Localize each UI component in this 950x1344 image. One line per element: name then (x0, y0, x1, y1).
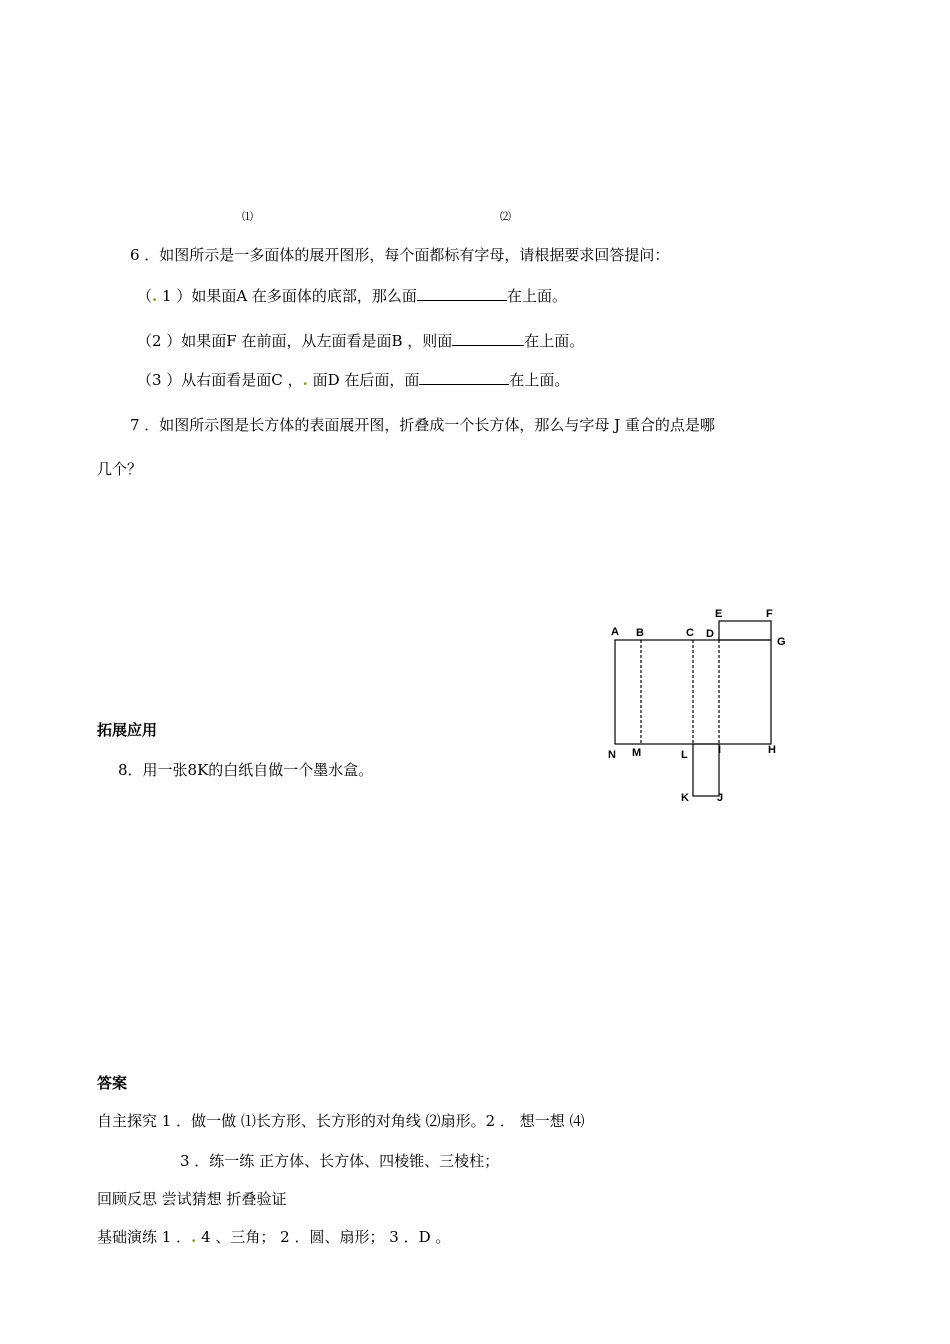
answer-blank (452, 331, 524, 346)
sub2-text: （2 ）如果面F 在前面，从左面看是面B ，则面 (137, 332, 453, 350)
point-label-j: J (717, 792, 724, 804)
sub2-tail: 在上面。 (524, 332, 585, 350)
question-8: 8．用一张8K的白纸自做一个墨水盒。 (118, 761, 374, 779)
point-label-l: L (681, 749, 688, 761)
answers-title: 答案 (97, 1074, 128, 1092)
net-top-flap (719, 621, 771, 640)
cuboid-net-figure (600, 605, 800, 805)
sub1-open: （ (137, 287, 153, 305)
point-label-e: E (715, 608, 723, 620)
point-label-h: H (768, 744, 776, 756)
answers-row-1: 自主探究 1 ．做一做 ⑴长方形、长方形的对角线 ⑵扇形。2 ． 想一想 ⑷ (97, 1112, 585, 1130)
point-label-k: K (681, 792, 689, 804)
point-label-n: N (608, 749, 616, 761)
sub1-text: 1 ）如果面A 在多面体的底部，那么面 (157, 287, 417, 305)
row4-part-a: 基础演练 1 ． (97, 1228, 192, 1246)
point-label-d: D (706, 628, 714, 640)
question-6-sub2 (137, 331, 584, 350)
question-6-stem: 6 ．如图所示是一多面体的展开图形，每个面都标有字母，请根据要求回答提问： (130, 246, 670, 264)
answer-blank (419, 370, 509, 385)
sub1-tail: 在上面。 (506, 287, 567, 305)
figure-label-2: ⑵ (500, 210, 511, 223)
sub3-mid: 面D 在后面，面 (307, 371, 420, 389)
point-label-f: F (766, 608, 773, 620)
row4-part-b: 4 、三角； 2 ．圆、扇形； 3 ．D 。 (196, 1228, 451, 1246)
net-bottom-flap (693, 744, 722, 796)
answers-row-4 (97, 1228, 450, 1246)
emphasis-dot: . (302, 371, 308, 389)
answers-row-2: 3 ．练一练 正方体、长方体、四棱锥、三棱柱； (180, 1152, 500, 1170)
question-6-sub3 (137, 370, 569, 389)
point-label-i: I (718, 744, 722, 756)
answers-row-3: 回顾反思 尝试猜想 折叠验证 (97, 1190, 287, 1208)
question-6-sub1 (137, 286, 567, 305)
point-label-c: C (686, 627, 694, 639)
answer-blank (417, 286, 507, 301)
figure-label-1: ⑴ (242, 210, 253, 223)
point-label-b: B (636, 627, 644, 639)
point-label-m: M (632, 747, 642, 759)
sub3-tail: 在上面。 (509, 371, 570, 389)
question-7-line1: 7 ．如图所示图是长方体的表面展开图，折叠成一个长方体，那么与字母 J 重合的点是哪 (130, 416, 715, 434)
emphasis-dot: . (152, 287, 158, 305)
emphasis-dot: . (191, 1228, 197, 1246)
sub3-text: （3 ）从右面看是面C ， (137, 371, 303, 389)
point-label-g: G (777, 636, 786, 648)
section-title-extend: 拓展应用 (97, 721, 158, 739)
question-7-line2: 几个？ (97, 460, 143, 478)
point-label-a: A (611, 626, 619, 638)
